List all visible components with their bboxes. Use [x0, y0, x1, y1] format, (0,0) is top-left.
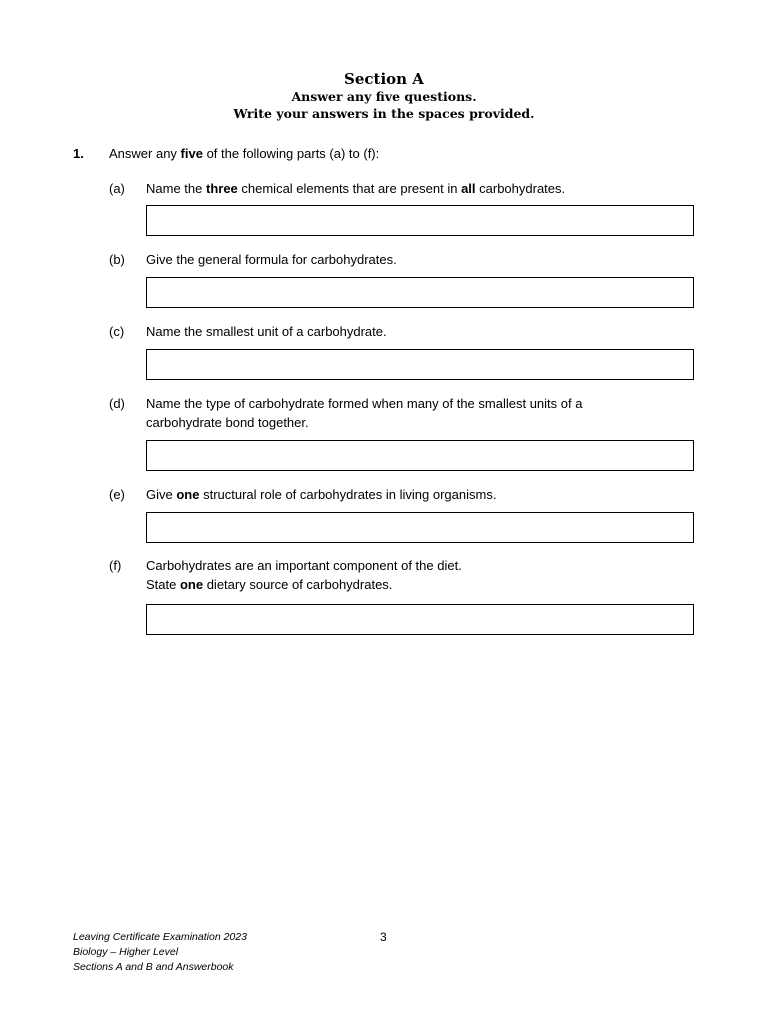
- question-intro: [109, 146, 379, 162]
- part-b-text: Give the general formula for carbohydrates.: [146, 252, 397, 267]
- question-intro-emphasis: five: [180, 146, 203, 161]
- answer-box-e[interactable]: [146, 512, 694, 543]
- answer-box-a[interactable]: [146, 205, 694, 236]
- part-d-label: (d): [109, 396, 125, 411]
- part-a-text: [146, 179, 666, 198]
- part-f-label: (f): [109, 558, 122, 573]
- part-b-label: (b): [109, 252, 125, 267]
- section-header: [0, 70, 768, 122]
- part-a-text-2: chemical elements that are present in: [237, 181, 462, 196]
- footer-exam-name: Leaving Certificate Examination 2023: [73, 931, 247, 943]
- part-f-text: [146, 556, 666, 594]
- answer-box-c[interactable]: [146, 349, 694, 380]
- instruction-line-2: Write your answers in the spaces provided.: [233, 106, 535, 121]
- section-title: Section A: [344, 70, 424, 88]
- part-a-text-1: Name the: [146, 181, 206, 196]
- exam-footer: [73, 930, 247, 975]
- page-number: 3: [380, 930, 387, 944]
- part-e-emphasis: one: [176, 487, 200, 502]
- answer-box-d[interactable]: [146, 440, 694, 471]
- part-e-text: [146, 485, 666, 504]
- part-f-text-2: State: [146, 577, 180, 592]
- part-a-emphasis-1: three: [205, 181, 238, 196]
- part-c-label: (c): [109, 324, 125, 339]
- part-e-text-2: structural role of carbohydrates in living organisms.: [199, 487, 497, 502]
- answer-box-b[interactable]: [146, 277, 694, 308]
- part-c-text: Name the smallest unit of a carbohydrate.: [146, 324, 387, 339]
- part-f-text-line-2: [146, 575, 666, 594]
- part-a-text-3: carbohydrates.: [475, 181, 566, 196]
- footer-sections: Sections A and B and Answerbook: [73, 961, 234, 973]
- question-intro-text-end: of the following parts (a) to (f):: [202, 146, 380, 161]
- question-number: 1.: [73, 146, 84, 161]
- part-f-text-3: dietary source of carbohydrates.: [203, 577, 393, 592]
- part-d-text: [146, 394, 666, 432]
- part-e-text-1: Give: [146, 487, 177, 502]
- footer-subject: Biology – Higher Level: [73, 946, 179, 958]
- instruction-line-1: Answer any five questions.: [291, 89, 477, 104]
- answer-box-f[interactable]: [146, 604, 694, 635]
- part-f-emphasis: one: [179, 577, 204, 592]
- question-intro-text: Answer any: [109, 146, 181, 161]
- part-f-text-line-1: Carbohydrates are an important component of the diet.: [146, 558, 462, 573]
- part-a-emphasis-2: all: [461, 181, 476, 196]
- part-a-label: (a): [109, 181, 125, 196]
- part-e-label: (e): [109, 487, 125, 502]
- part-d-text-line-2: carbohydrate bond together.: [146, 415, 309, 430]
- part-d-text-line-1: Name the type of carbohydrate formed when many of the smallest units of a: [146, 396, 583, 411]
